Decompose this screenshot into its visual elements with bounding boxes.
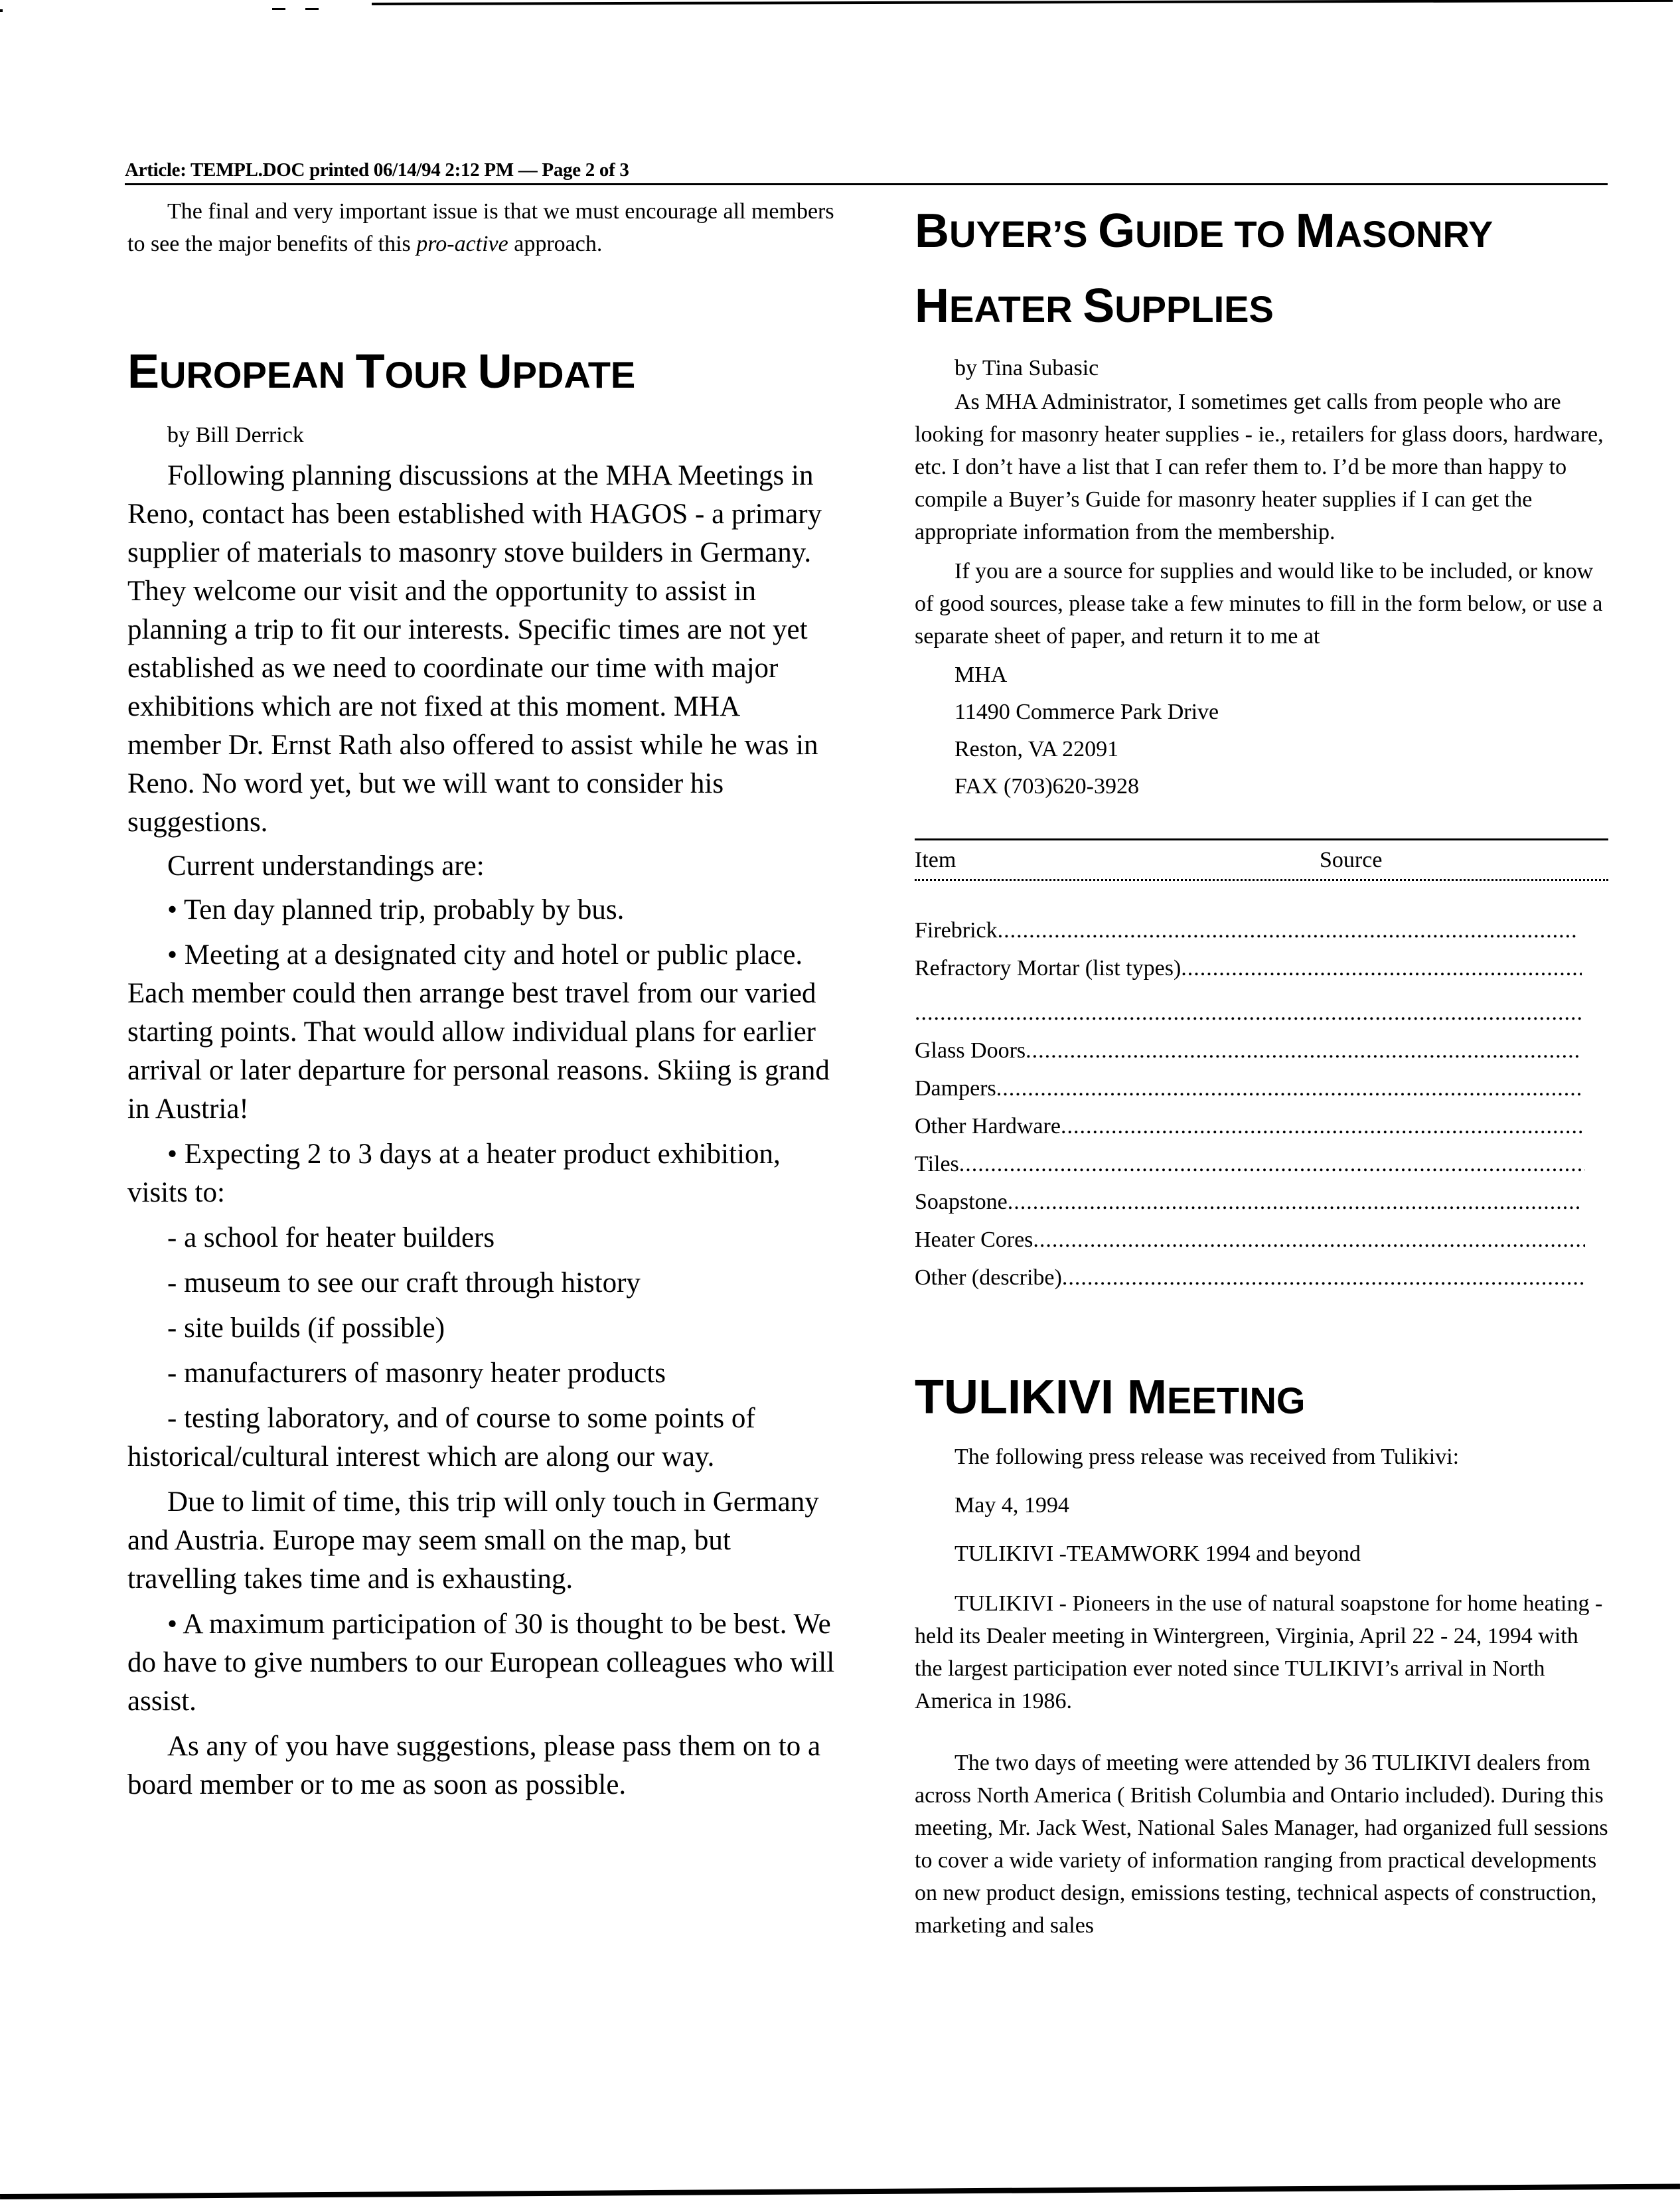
bullet-item: • Meeting at a designated city and hotel or public place. Each member could then arrange best travel from our varied starting points. That would allow individual plans for earlier arrival or later departure for personal reasons. Skiing is grand in Austria! <box>127 939 830 1125</box>
press-release-headline: TULIKIVI -TEAMWORK 1994 and beyond <box>955 1541 1361 1566</box>
press-release-intro: The following press release was received from Tulikivi: <box>955 1445 1460 1469</box>
byline: by Bill Derrick <box>167 423 304 447</box>
article-title-tulikivi: TULIKIVI MEETING <box>915 1371 1306 1424</box>
fill-in-line[interactable] <box>1008 1183 1582 1221</box>
right-column <box>915 193 1608 1942</box>
scan-mark <box>0 9 3 12</box>
scan-edge-bottom <box>0 2184 1680 2199</box>
scan-mark <box>272 8 285 10</box>
scan-edge-top <box>372 0 1673 5</box>
press-release-date: May 4, 1994 <box>955 1493 1069 1518</box>
article-paragraph: As MHA Administrator, I sometimes get calls from people who are looking for masonry heater supplies - ie., retailers for glass doors, hardware, etc. I don’t have a list that I can refer them to. I’d be more than happy to compile a Buyer’s Guide for masonry heater supplies if I can get the appropriate information from the membership. <box>915 390 1604 544</box>
address-line: Reston, VA 22091 <box>955 737 1119 761</box>
bullet-item: • Ten day planned trip, probably by bus. <box>167 894 625 925</box>
form-row-refractory-mortar[interactable]: Refractory Mortar (list types) ..... <box>915 949 1582 987</box>
article-paragraph: As any of you have suggestions, please pass them on to a board member or to me as soon as possible. <box>127 1731 821 1800</box>
fill-in-line[interactable] <box>1061 1107 1582 1145</box>
bullet-item: • A maximum participation of 30 is thought to be best. We do have to give numbers to our European colleagues who will assist. <box>127 1609 835 1717</box>
column-header-item: Item <box>915 848 956 872</box>
form-row-soapstone[interactable]: Soapstone ..... <box>915 1183 1582 1221</box>
visit-item: - site builds (if possible) <box>167 1312 445 1344</box>
fill-in-line[interactable] <box>1033 1221 1585 1259</box>
article-paragraph: The two days of meeting were attended by 36 TULIKIVI dealers from across North America ( British Columbia and Ontario included). During this meeting, Mr. Jack West, National Sales Manager, had organized full sessions to cover a wide variety of information ranging from practical developments on new product design, emissions testing, technical aspects of construction, marketing and sales <box>915 1751 1608 1938</box>
form-row-other-describe[interactable]: Other (describe) ..... <box>915 1259 1585 1297</box>
form-row-glass-doors[interactable]: Glass Doors ..... <box>915 1032 1578 1069</box>
address-line: 11490 Commerce Park Drive <box>955 700 1219 724</box>
address-line: MHA <box>955 663 1008 687</box>
article-title-european-tour: EUROPEAN TOUR UPDATE <box>127 345 636 398</box>
fill-in-line[interactable] <box>996 1069 1582 1107</box>
byline: by Tina Subasic <box>955 356 1099 380</box>
article-paragraph: If you are a source for supplies and would like to be included, or know of good sources, please take a few minutes to fill in the form below, or use a separate sheet of paper, and return it to me at <box>915 559 1603 649</box>
left-column <box>127 193 838 1804</box>
form-row-heater-cores[interactable]: Heater Cores ..... <box>915 1221 1585 1259</box>
fill-in-line[interactable] <box>959 1145 1585 1183</box>
intro-paragraph: The final and very important issue is that we must encourage all members to see the major benefits of this pro-active approach. <box>127 199 834 256</box>
form-row-tiles[interactable]: Tiles ..... <box>915 1145 1585 1183</box>
visit-item: - manufacturers of masonry heater products <box>167 1358 666 1389</box>
fill-in-line[interactable] <box>998 911 1578 949</box>
form-row-dampers[interactable]: Dampers ..... <box>915 1069 1582 1107</box>
fill-in-line[interactable] <box>1062 1259 1585 1297</box>
article-paragraph: TULIKIVI - Pioneers in the use of natural soapstone for home heating - held its Dealer meeting in Wintergreen, Virginia, April 22 - 24, 1994 with the largest participation ever noted since TULIKIVI’s arrival in North America in 1986. <box>915 1591 1603 1713</box>
fax-number: FAX (703)620-3928 <box>955 774 1139 799</box>
mailing-address <box>915 657 1608 805</box>
column-header-source: Source <box>1320 848 1383 872</box>
form-row-other-hardware[interactable]: Other Hardware ..... <box>915 1107 1582 1145</box>
bullet-item: • Expecting 2 to 3 days at a heater product exhibition, visits to: <box>127 1139 781 1208</box>
article-paragraph: Following planning discussions at the MHA Meetings in Reno, contact has been established with HAGOS - a primary supplier of materials to masonry stove builders in Germany. They welcome our visit and the opportunity to assist in planning a trip to fit our interests. Specific times are not yet established as we need to coordinate our time with major exhibitions which are not fixed at this moment. MHA member Dr. Ernst Rath also offered to assist while he was in Reno. No word yet, but we will want to consider his suggestions. <box>127 460 822 838</box>
visit-item: - museum to see our craft through history <box>167 1267 641 1299</box>
article-paragraph: Due to limit of time, this trip will only touch in Germany and Austria. Europe may seem small on the map, but travelling takes time and is exhausting. <box>127 1486 819 1595</box>
article-paragraph: Current understandings are: <box>167 850 485 882</box>
scan-mark <box>305 8 319 10</box>
form-header <box>915 840 1608 879</box>
running-head: Article: TEMPL.DOC printed 06/14/94 2:12 PM — Page 2 of 3 <box>125 159 629 181</box>
visit-item: - testing laboratory, and of course to some points of historical/cultural interest which are along our way. <box>127 1403 755 1472</box>
emphasis: pro-active <box>416 232 508 256</box>
header-rule <box>125 183 1608 185</box>
visit-item: - a school for heater builders <box>167 1222 495 1253</box>
article-title-buyers-guide: BUYER’S GUIDE TO MASONRY HEATER SUPPLIES <box>915 204 1493 333</box>
supplies-form <box>915 838 1608 1297</box>
form-row-firebrick[interactable]: Firebrick ..... <box>915 911 1578 949</box>
form-row-continuation[interactable] <box>915 994 1582 1032</box>
fill-in-line[interactable] <box>915 994 1582 1032</box>
fill-in-line[interactable] <box>1181 949 1582 987</box>
fill-in-line[interactable] <box>1026 1032 1578 1069</box>
